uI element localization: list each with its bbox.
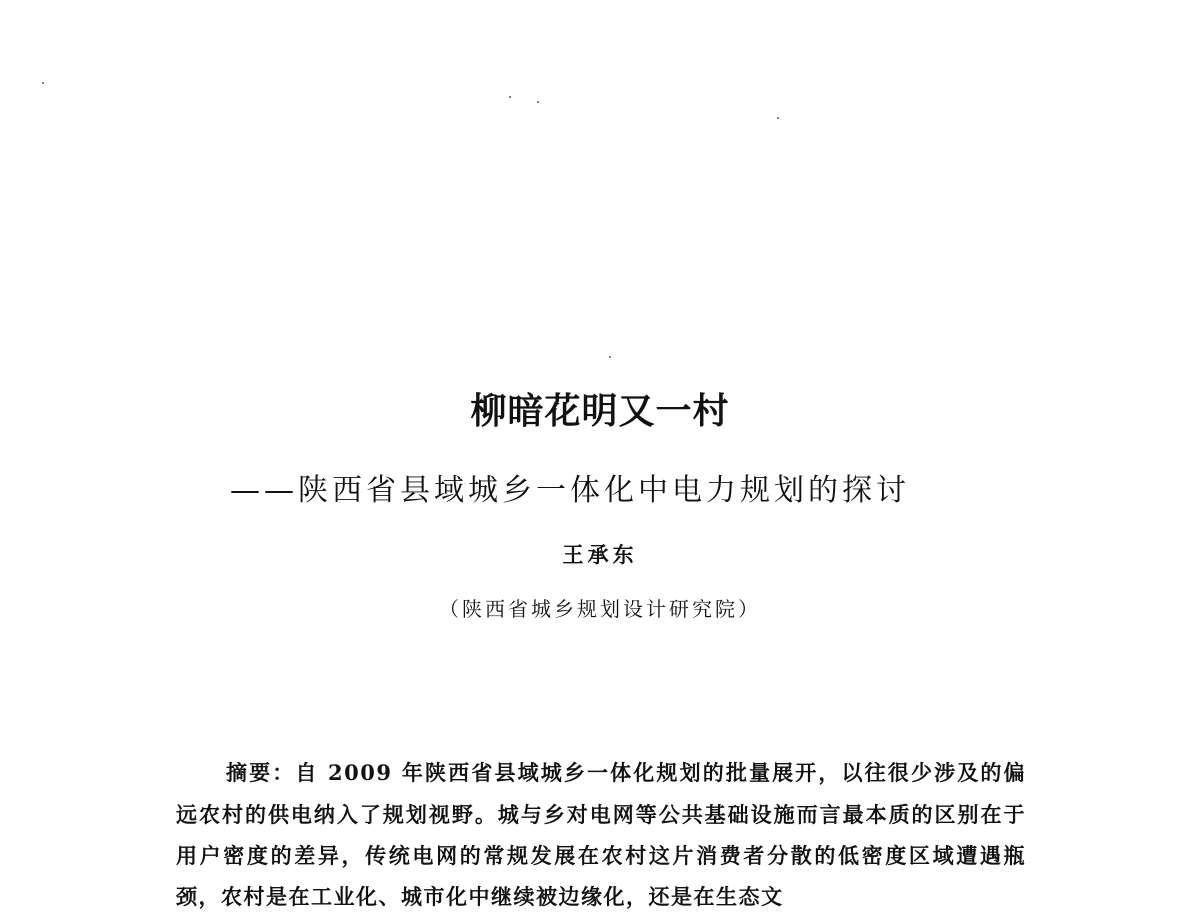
abstract-label: 摘要： <box>226 761 296 785</box>
author-affiliation: （陕西省城乡规划设计研究院） <box>439 597 761 621</box>
abstract-text: 自 2009 年陕西省县域城乡一体化规划的批量展开，以往很少涉及的偏远农村的供电纳入了规划视野。城与乡对电网等公共基础设施而言最本质的区别在于用户密度的差异，传统电网的常规发展在农村这片消费者分散的低密度区域遭遇瓶颈，农村是在工业化、城市化中继续被边缘化，还是在生态文 <box>176 760 1026 909</box>
scan-speck <box>609 356 611 358</box>
abstract <box>176 752 1026 909</box>
abstract-paragraph <box>176 752 1026 917</box>
paper-subtitle: ——陕西省县域城乡一体化中电力规划的探讨 <box>230 473 910 508</box>
paper-title: 柳暗花明又一村 <box>470 391 730 432</box>
scan-speck <box>42 82 44 84</box>
author-name: 王承东 <box>562 542 638 567</box>
scan-speck <box>537 101 539 103</box>
scan-speck <box>509 96 511 98</box>
scan-speck <box>777 117 779 119</box>
